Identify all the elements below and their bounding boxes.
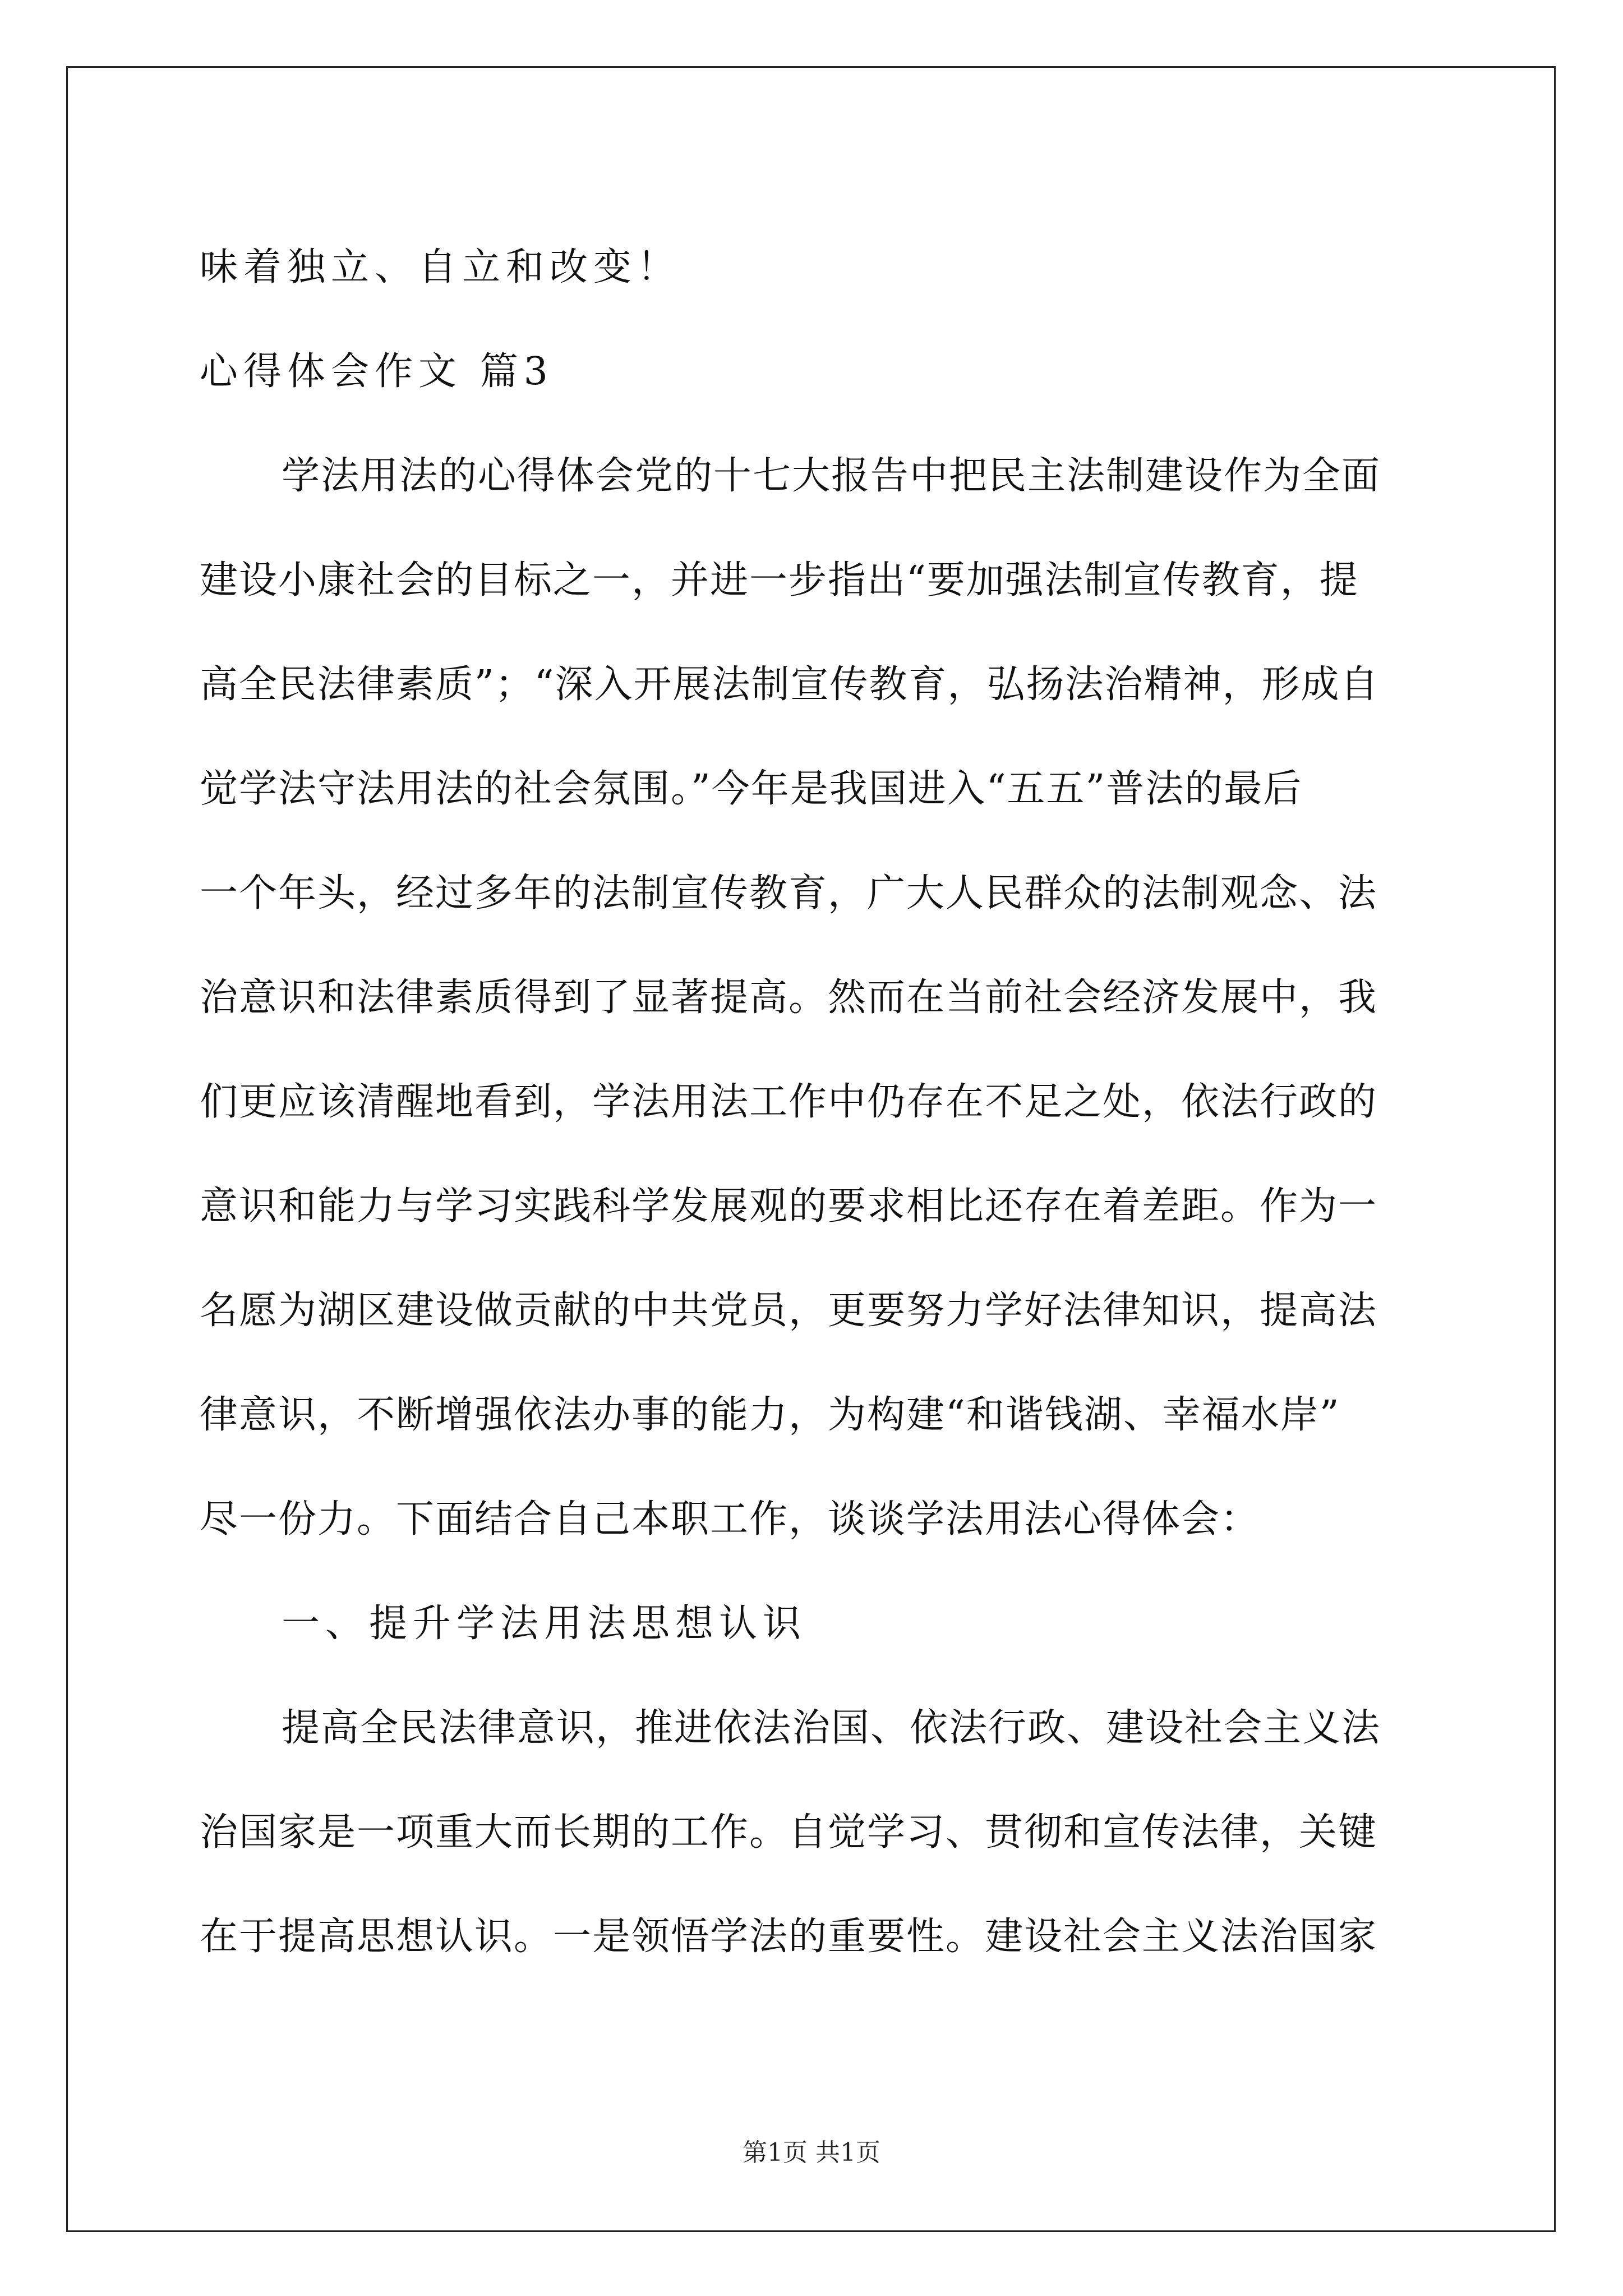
text-line-continuation: 味着独立、自立和改变！ [200,245,681,289]
paragraph-line: 觉学法守法用法的社会氛围。”今年是我国进入“五五”普法的最后 [200,767,1303,811]
paragraph-line: 学法用法的心得体会党的十七大报告中把民主法制建设作为全面 [282,454,1381,498]
paragraph-line: 名愿为湖区建设做贡献的中共党员，更要努力学好法律知识，提高法 [200,1289,1378,1333]
paragraph-line: 律意识，不断增强依法办事的能力，为构建“和谐钱湖、幸福水岸” [200,1393,1340,1437]
paragraph-line: 在于提高思想认识。一是领悟学法的重要性。建设社会主义法治国家 [200,1915,1378,1959]
paragraph-line: 一个年头，经过多年的法制宣传教育，广大人民群众的法制观念、法 [200,871,1378,915]
subsection-heading: 一、提升学法用法思想认识 [282,1602,807,1646]
page-footer: 第1页 共1页 [743,2138,880,2167]
document-body [200,215,1429,1989]
paragraph-line: 意识和能力与学习实践科学发展观的要求相比还存在着差距。作为一 [200,1184,1378,1228]
paragraph-line: 高全民法律素质”；“深入开展法制宣传教育，弘扬法治精神，形成自 [200,662,1380,707]
paragraph-line: 建设小康社会的目标之一，并进一步指出“要加强法制宣传教育，提 [200,558,1359,602]
paragraph-line: 治国家是一项重大而长期的工作。自觉学习、贯彻和宣传法律，关键 [200,1810,1378,1855]
paragraph-line: 们更应该清醒地看到，学法用法工作中仍存在不足之处，依法行政的 [200,1080,1378,1124]
paragraph-line: 治意识和法律素质得到了显著提高。然而在当前社会经济发展中，我 [200,976,1378,1020]
section-heading: 心得体会作文 篇3 [200,349,554,394]
paragraph-line: 尽一份力。下面结合自己本职工作，谈谈学法用法心得体会： [200,1497,1260,1542]
paragraph-line: 提高全民法律意识，推进依法治国、依法行政、建设社会主义法 [282,1706,1381,1750]
